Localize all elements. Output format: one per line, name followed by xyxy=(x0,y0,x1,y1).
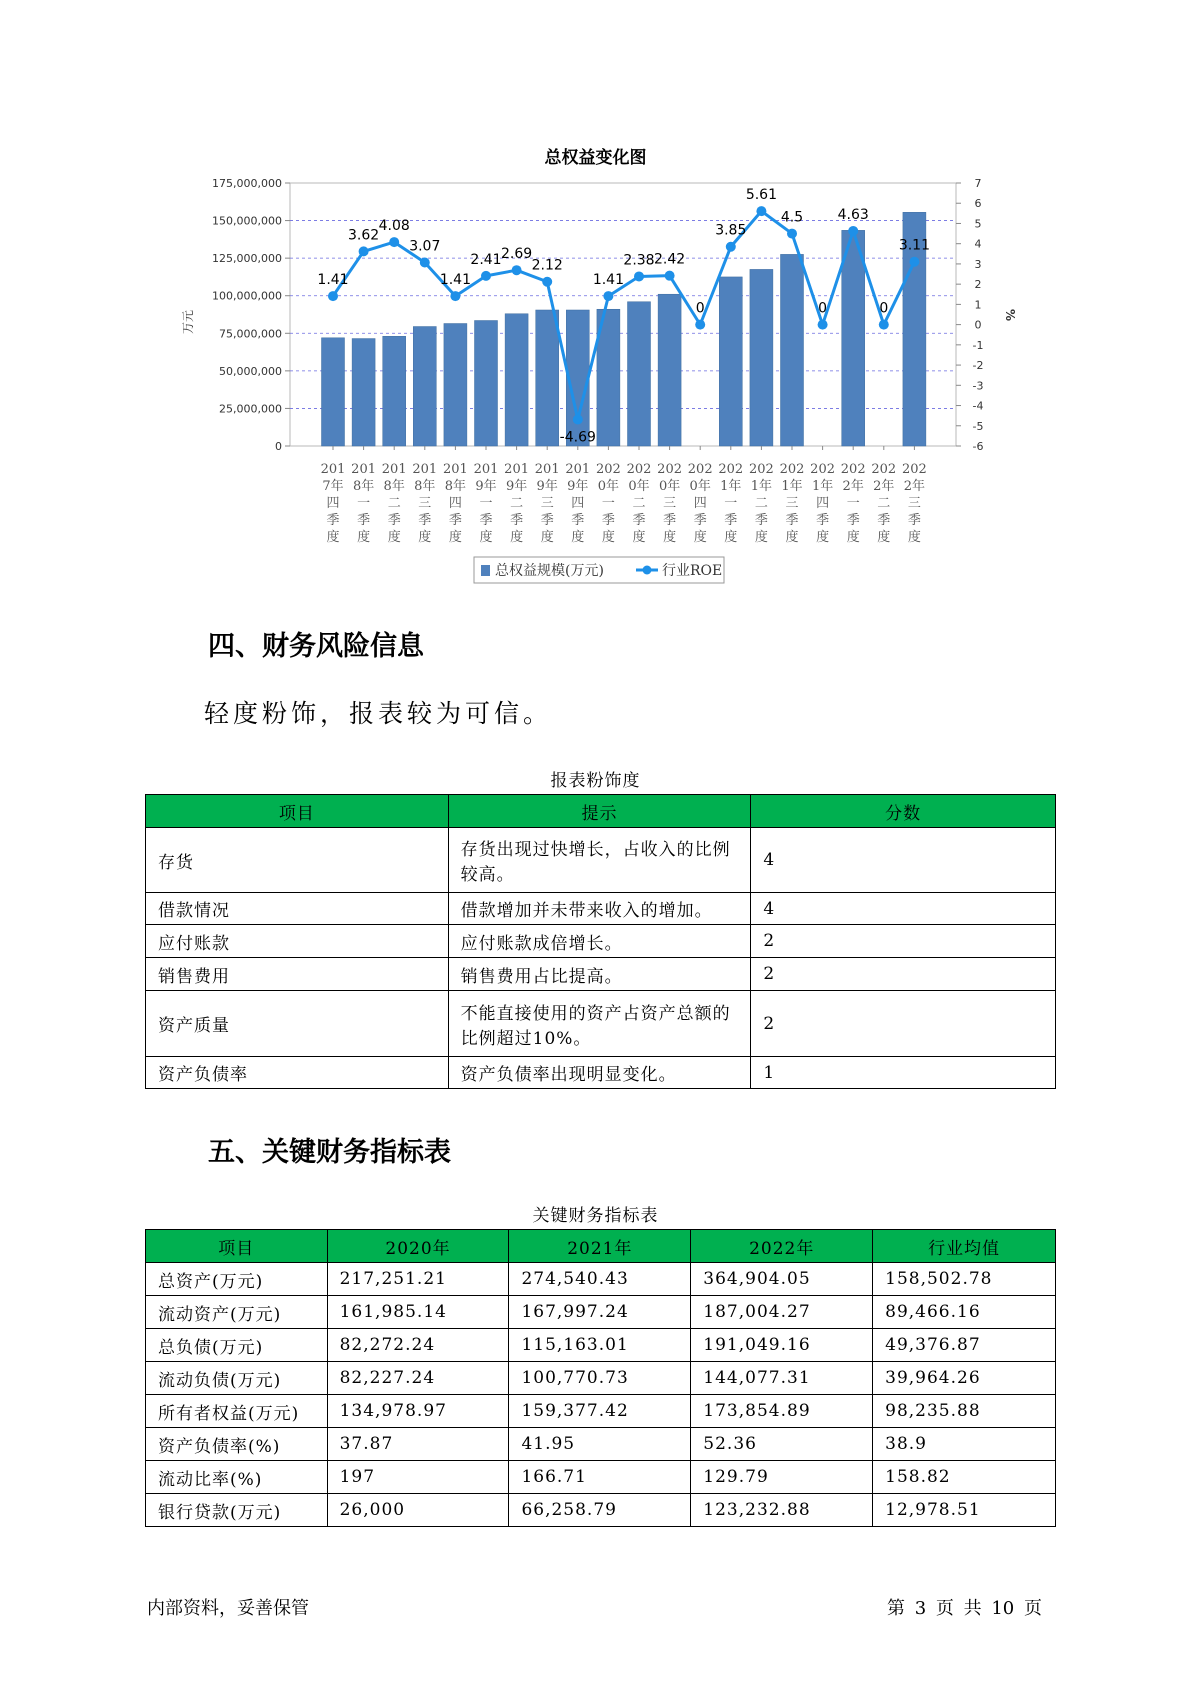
value-cell: 52.36 xyxy=(691,1428,873,1461)
risk-summary: 轻度粉饰，报表较为可信。 xyxy=(204,699,553,728)
value-cell: 166.71 xyxy=(509,1461,691,1494)
roe-point xyxy=(787,229,797,239)
y-axis-title: 万元 xyxy=(181,309,195,335)
section-heading-key: 五、关键财务指标表 xyxy=(208,1137,451,1168)
value-cell: 100,770.73 xyxy=(509,1362,691,1395)
value-cell: 191,049.16 xyxy=(691,1329,873,1362)
roe-point xyxy=(634,271,644,281)
y-tick-label: 175,000,000 xyxy=(212,177,282,190)
header-cell: 提示 xyxy=(448,795,751,828)
value-cell: 89,466.16 xyxy=(873,1296,1056,1329)
x-tick-label: 202 1年一季度 xyxy=(718,462,744,545)
table-row xyxy=(146,893,1056,925)
value-cell: 158,502.78 xyxy=(873,1263,1056,1296)
bar xyxy=(383,336,406,446)
y2-tick-label: 3 xyxy=(974,257,982,271)
value-cell: 49,376.87 xyxy=(873,1329,1056,1362)
roe-point xyxy=(848,226,858,236)
key-table-header xyxy=(146,1230,1056,1263)
roe-point xyxy=(542,277,552,287)
y2-axis-title: % xyxy=(1003,308,1017,322)
roe-point xyxy=(756,206,766,216)
roe-data-label: 1.41 xyxy=(317,272,349,289)
equity-chart xyxy=(0,0,1191,600)
table-row xyxy=(146,1494,1056,1527)
roe-point xyxy=(818,320,828,330)
value-cell: 159,377.42 xyxy=(509,1395,691,1428)
table-row xyxy=(146,1428,1056,1461)
roe-data-label: 0 xyxy=(818,300,828,317)
hint-cell: 存货出现过快增长，占收入的比例较高。 xyxy=(448,828,751,893)
risk-table-header xyxy=(146,795,1056,828)
roe-data-label: 1.41 xyxy=(439,272,471,289)
item-cell: 借款情况 xyxy=(146,893,449,925)
y2-tick-label: -1 xyxy=(972,338,984,352)
x-tick-label: 202 0年四季度 xyxy=(687,462,713,545)
value-cell: 161,985.14 xyxy=(327,1296,509,1329)
y2-tick-label: -4 xyxy=(972,399,984,413)
roe-point xyxy=(695,320,705,330)
table-row xyxy=(146,1395,1056,1428)
x-tick-label: 202 2年二季度 xyxy=(871,462,897,545)
header-cell: 项目 xyxy=(146,795,449,828)
table-row xyxy=(146,1296,1056,1329)
value-cell: 173,854.89 xyxy=(691,1395,873,1428)
score-cell: 2 xyxy=(751,925,1056,958)
value-cell: 38.9 xyxy=(873,1428,1056,1461)
y2-tick-label: 0 xyxy=(974,318,982,332)
roe-data-label: 0 xyxy=(879,300,889,317)
bar xyxy=(322,338,345,446)
value-cell: 41.95 xyxy=(509,1428,691,1461)
table-row xyxy=(146,1263,1056,1296)
value-cell: 37.87 xyxy=(327,1428,509,1461)
table-row xyxy=(146,958,1056,991)
y-tick-label: 125,000,000 xyxy=(212,252,282,266)
table-row xyxy=(146,925,1056,958)
y2-tick-label: 5 xyxy=(974,217,982,231)
roe-point xyxy=(603,291,613,301)
roe-point xyxy=(359,246,369,256)
y-tick-label: 50,000,000 xyxy=(219,364,282,378)
roe-data-label: 4.5 xyxy=(780,209,804,226)
roe-point xyxy=(665,271,675,281)
key-indicator-table xyxy=(145,1229,1056,1527)
legend-line-label: 行业ROE xyxy=(662,563,723,579)
legend-line-marker xyxy=(643,566,652,575)
hint-cell: 销售费用占比提高。 xyxy=(448,958,751,991)
roe-data-label: 2.42 xyxy=(654,251,686,268)
x-tick-label: 202 2年一季度 xyxy=(840,462,866,545)
y2-tick-label: 1 xyxy=(974,298,982,312)
x-tick-label: 201 8年三季度 xyxy=(412,462,438,545)
score-cell: 4 xyxy=(751,893,1056,925)
y2-tick-label: 6 xyxy=(974,197,982,211)
roe-point xyxy=(481,271,491,281)
y2-tick-label: -2 xyxy=(972,359,984,373)
roe-point xyxy=(328,291,338,301)
item-cell: 资产负债率 xyxy=(146,1057,449,1089)
table-row xyxy=(146,991,1056,1057)
roe-point xyxy=(726,242,736,252)
roe-data-label: -4.69 xyxy=(559,429,596,446)
y2-tick-label: 2 xyxy=(974,278,982,292)
section-heading-risk: 四、财务风险信息 xyxy=(208,631,424,662)
x-tick-label: 201 9年三季度 xyxy=(534,462,560,545)
roe-data-label: 1.41 xyxy=(592,272,624,289)
item-cell: 总负债(万元) xyxy=(146,1329,328,1362)
roe-point xyxy=(909,257,919,267)
x-tick-label: 201 9年二季度 xyxy=(504,462,530,545)
value-cell: 134,978.97 xyxy=(327,1395,509,1428)
roe-data-label: 5.61 xyxy=(745,187,777,204)
bar xyxy=(413,327,436,446)
header-cell: 2021年 xyxy=(509,1230,691,1263)
item-cell: 资产负债率(%) xyxy=(146,1428,328,1461)
score-cell: 2 xyxy=(751,991,1056,1057)
bar xyxy=(536,310,559,446)
bar xyxy=(842,230,865,446)
value-cell: 26,000 xyxy=(327,1494,509,1527)
roe-point xyxy=(879,320,889,330)
roe-data-label: 3.07 xyxy=(409,238,441,255)
roe-data-label: 3.11 xyxy=(898,237,930,254)
x-tick-label: 202 0年二季度 xyxy=(626,462,652,545)
roe-data-label: 3.85 xyxy=(715,222,747,239)
header-cell: 分数 xyxy=(751,795,1056,828)
x-tick-label: 202 1年三季度 xyxy=(779,462,805,545)
table-row xyxy=(146,1362,1056,1395)
bar xyxy=(719,277,742,446)
item-cell: 银行贷款(万元) xyxy=(146,1494,328,1527)
table-row xyxy=(146,1057,1056,1089)
table-row xyxy=(146,1461,1056,1494)
value-cell: 144,077.31 xyxy=(691,1362,873,1395)
value-cell: 187,004.27 xyxy=(691,1296,873,1329)
bar xyxy=(658,294,681,446)
y2-tick-label: 4 xyxy=(974,237,982,251)
hint-cell: 应付账款成倍增长。 xyxy=(448,925,751,958)
hint-cell: 资产负债率出现明显变化。 xyxy=(448,1057,751,1089)
legend-bar-swatch xyxy=(481,565,490,576)
roe-point xyxy=(573,414,583,424)
x-tick-label: 201 8年二季度 xyxy=(381,462,407,545)
item-cell: 资产质量 xyxy=(146,991,449,1057)
score-cell: 1 xyxy=(751,1057,1056,1089)
roe-data-label: 4.63 xyxy=(837,206,869,223)
score-cell: 2 xyxy=(751,958,1056,991)
y2-tick-label: -5 xyxy=(972,419,984,433)
value-cell: 98,235.88 xyxy=(873,1395,1056,1428)
key-table-caption: 关键财务指标表 xyxy=(532,1206,659,1226)
bar xyxy=(750,269,773,446)
legend-bar-label: 总权益规模(万元) xyxy=(495,563,604,579)
header-cell: 2022年 xyxy=(691,1230,873,1263)
item-cell: 销售费用 xyxy=(146,958,449,991)
roe-point xyxy=(450,291,460,301)
y-tick-label: 100,000,000 xyxy=(212,289,282,303)
risk-table-caption: 报表粉饰度 xyxy=(550,771,641,791)
bar xyxy=(444,324,467,446)
value-cell: 197 xyxy=(327,1461,509,1494)
footer-note: 内部资料，妥善保管 xyxy=(147,1598,309,1619)
item-cell: 流动比率(%) xyxy=(146,1461,328,1494)
header-cell: 2020年 xyxy=(327,1230,509,1263)
value-cell: 123,232.88 xyxy=(691,1494,873,1527)
chart-title: 总权益变化图 xyxy=(544,148,647,168)
page-number: 第 3 页 共 10 页 xyxy=(887,1598,1042,1619)
x-tick-label: 201 7年四季度 xyxy=(320,462,346,545)
y2-tick-label: -6 xyxy=(972,440,984,453)
x-tick-label: 201 8年四季度 xyxy=(442,462,468,545)
item-cell: 存货 xyxy=(146,828,449,893)
value-cell: 82,272.24 xyxy=(327,1329,509,1362)
value-cell: 167,997.24 xyxy=(509,1296,691,1329)
value-cell: 66,258.79 xyxy=(509,1494,691,1527)
item-cell: 应付账款 xyxy=(146,925,449,958)
x-tick-label: 201 8年一季度 xyxy=(351,462,377,545)
item-cell: 流动负债(万元) xyxy=(146,1362,328,1395)
x-tick-label: 201 9年一季度 xyxy=(473,462,499,545)
item-cell: 所有者权益(万元) xyxy=(146,1395,328,1428)
value-cell: 158.82 xyxy=(873,1461,1056,1494)
hint-cell: 借款增加并未带来收入的增加。 xyxy=(448,893,751,925)
roe-data-label: 2.38 xyxy=(623,252,655,269)
bar xyxy=(352,339,375,446)
y2-tick-label: 7 xyxy=(974,177,982,190)
table-row xyxy=(146,828,1056,893)
bar xyxy=(505,314,528,446)
bar xyxy=(781,254,804,446)
roe-data-label: 4.08 xyxy=(378,218,410,235)
x-tick-label: 202 2年三季度 xyxy=(901,462,927,545)
score-cell: 4 xyxy=(751,828,1056,893)
risk-table xyxy=(145,794,1056,1089)
roe-point xyxy=(512,265,522,275)
hint-cell: 不能直接使用的资产占资产总额的比例超过10%。 xyxy=(448,991,751,1057)
bar xyxy=(475,321,498,446)
y2-tick-label: -3 xyxy=(972,379,984,393)
value-cell: 82,227.24 xyxy=(327,1362,509,1395)
x-tick-label: 202 0年一季度 xyxy=(595,462,621,545)
y-tick-label: 0 xyxy=(275,440,282,453)
roe-data-label: 2.69 xyxy=(501,246,533,263)
item-cell: 流动资产(万元) xyxy=(146,1296,328,1329)
roe-data-label: 2.12 xyxy=(531,257,563,274)
roe-point xyxy=(389,237,399,247)
roe-data-label: 0 xyxy=(695,300,705,317)
x-tick-label: 202 0年三季度 xyxy=(657,462,683,545)
x-tick-label: 201 9年四季度 xyxy=(565,462,591,545)
roe-point xyxy=(420,258,430,268)
roe-data-label: 3.62 xyxy=(348,227,380,244)
header-cell: 项目 xyxy=(146,1230,328,1263)
item-cell: 总资产(万元) xyxy=(146,1263,328,1296)
x-tick-label: 202 1年二季度 xyxy=(748,462,774,545)
bar xyxy=(628,302,651,446)
value-cell: 217,251.21 xyxy=(327,1263,509,1296)
table-row xyxy=(146,1329,1056,1362)
value-cell: 364,904.05 xyxy=(691,1263,873,1296)
value-cell: 115,163.01 xyxy=(509,1329,691,1362)
y-tick-label: 150,000,000 xyxy=(212,214,282,228)
x-tick-label: 202 1年四季度 xyxy=(810,462,836,545)
y-tick-label: 25,000,000 xyxy=(219,402,282,416)
value-cell: 274,540.43 xyxy=(509,1263,691,1296)
value-cell: 39,964.26 xyxy=(873,1362,1056,1395)
header-cell: 行业均值 xyxy=(873,1230,1056,1263)
roe-data-label: 2.41 xyxy=(470,251,502,268)
value-cell: 129.79 xyxy=(691,1461,873,1494)
value-cell: 12,978.51 xyxy=(873,1494,1056,1527)
y-tick-label: 75,000,000 xyxy=(219,327,282,341)
